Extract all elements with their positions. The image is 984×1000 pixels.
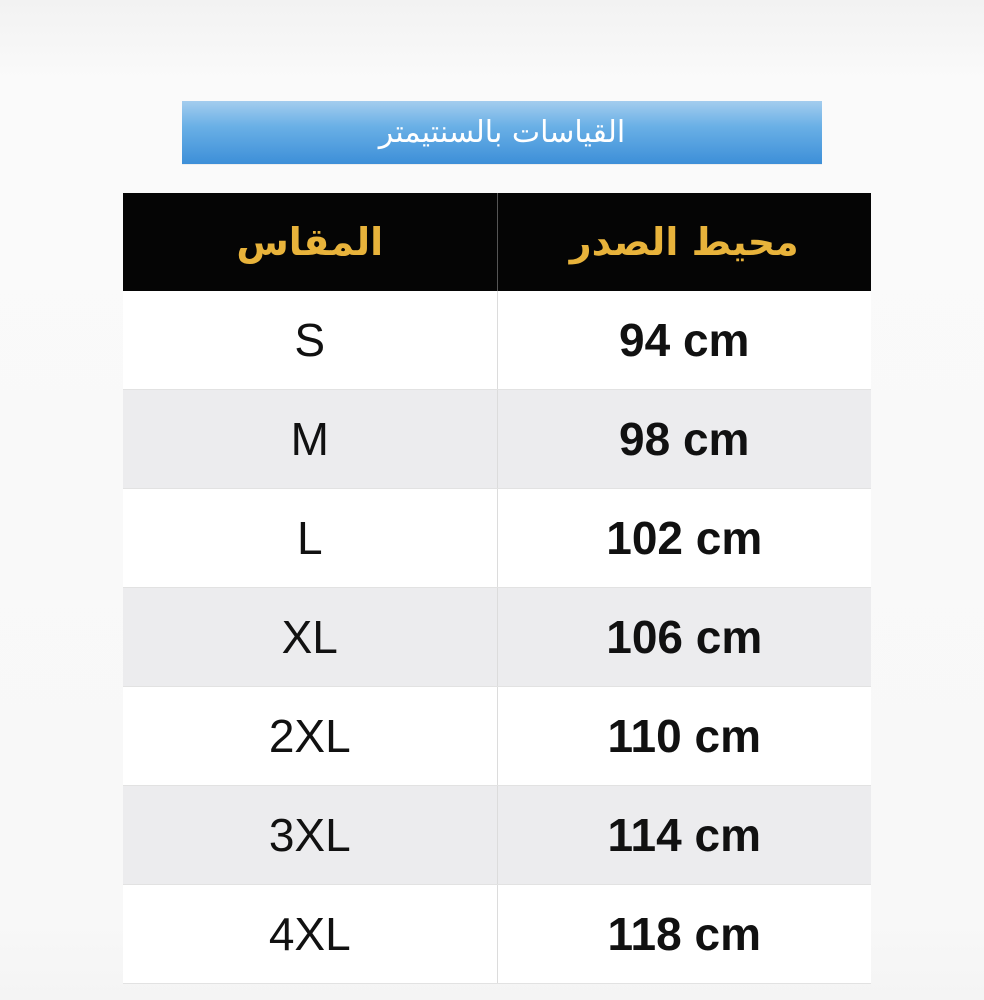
size-cell: 3XL: [123, 786, 497, 885]
size-cell: 2XL: [123, 687, 497, 786]
chest-cell: 98 cm: [497, 390, 871, 489]
table-row: [123, 489, 871, 588]
chest-cell: 106 cm: [497, 588, 871, 687]
table-row: [123, 786, 871, 885]
table-row: [123, 291, 871, 390]
chest-cell: 110 cm: [497, 687, 871, 786]
chest-cell: 102 cm: [497, 489, 871, 588]
table-row: [123, 390, 871, 489]
header-size: المقاس: [123, 193, 497, 291]
page-title: القياسات بالسنتيمتر: [378, 115, 626, 150]
size-cell: S: [123, 291, 497, 390]
chest-cell: 114 cm: [497, 786, 871, 885]
table-header-row: [123, 193, 871, 291]
chest-cell: 118 cm: [497, 885, 871, 984]
size-table: [123, 193, 871, 984]
title-banner: [182, 101, 822, 164]
table-row: [123, 885, 871, 984]
size-cell: M: [123, 390, 497, 489]
size-cell: L: [123, 489, 497, 588]
chest-cell: 94 cm: [497, 291, 871, 390]
table-row: [123, 588, 871, 687]
size-cell: XL: [123, 588, 497, 687]
size-cell: 4XL: [123, 885, 497, 984]
table-row: [123, 687, 871, 786]
header-chest: محيط الصدر: [497, 193, 871, 291]
